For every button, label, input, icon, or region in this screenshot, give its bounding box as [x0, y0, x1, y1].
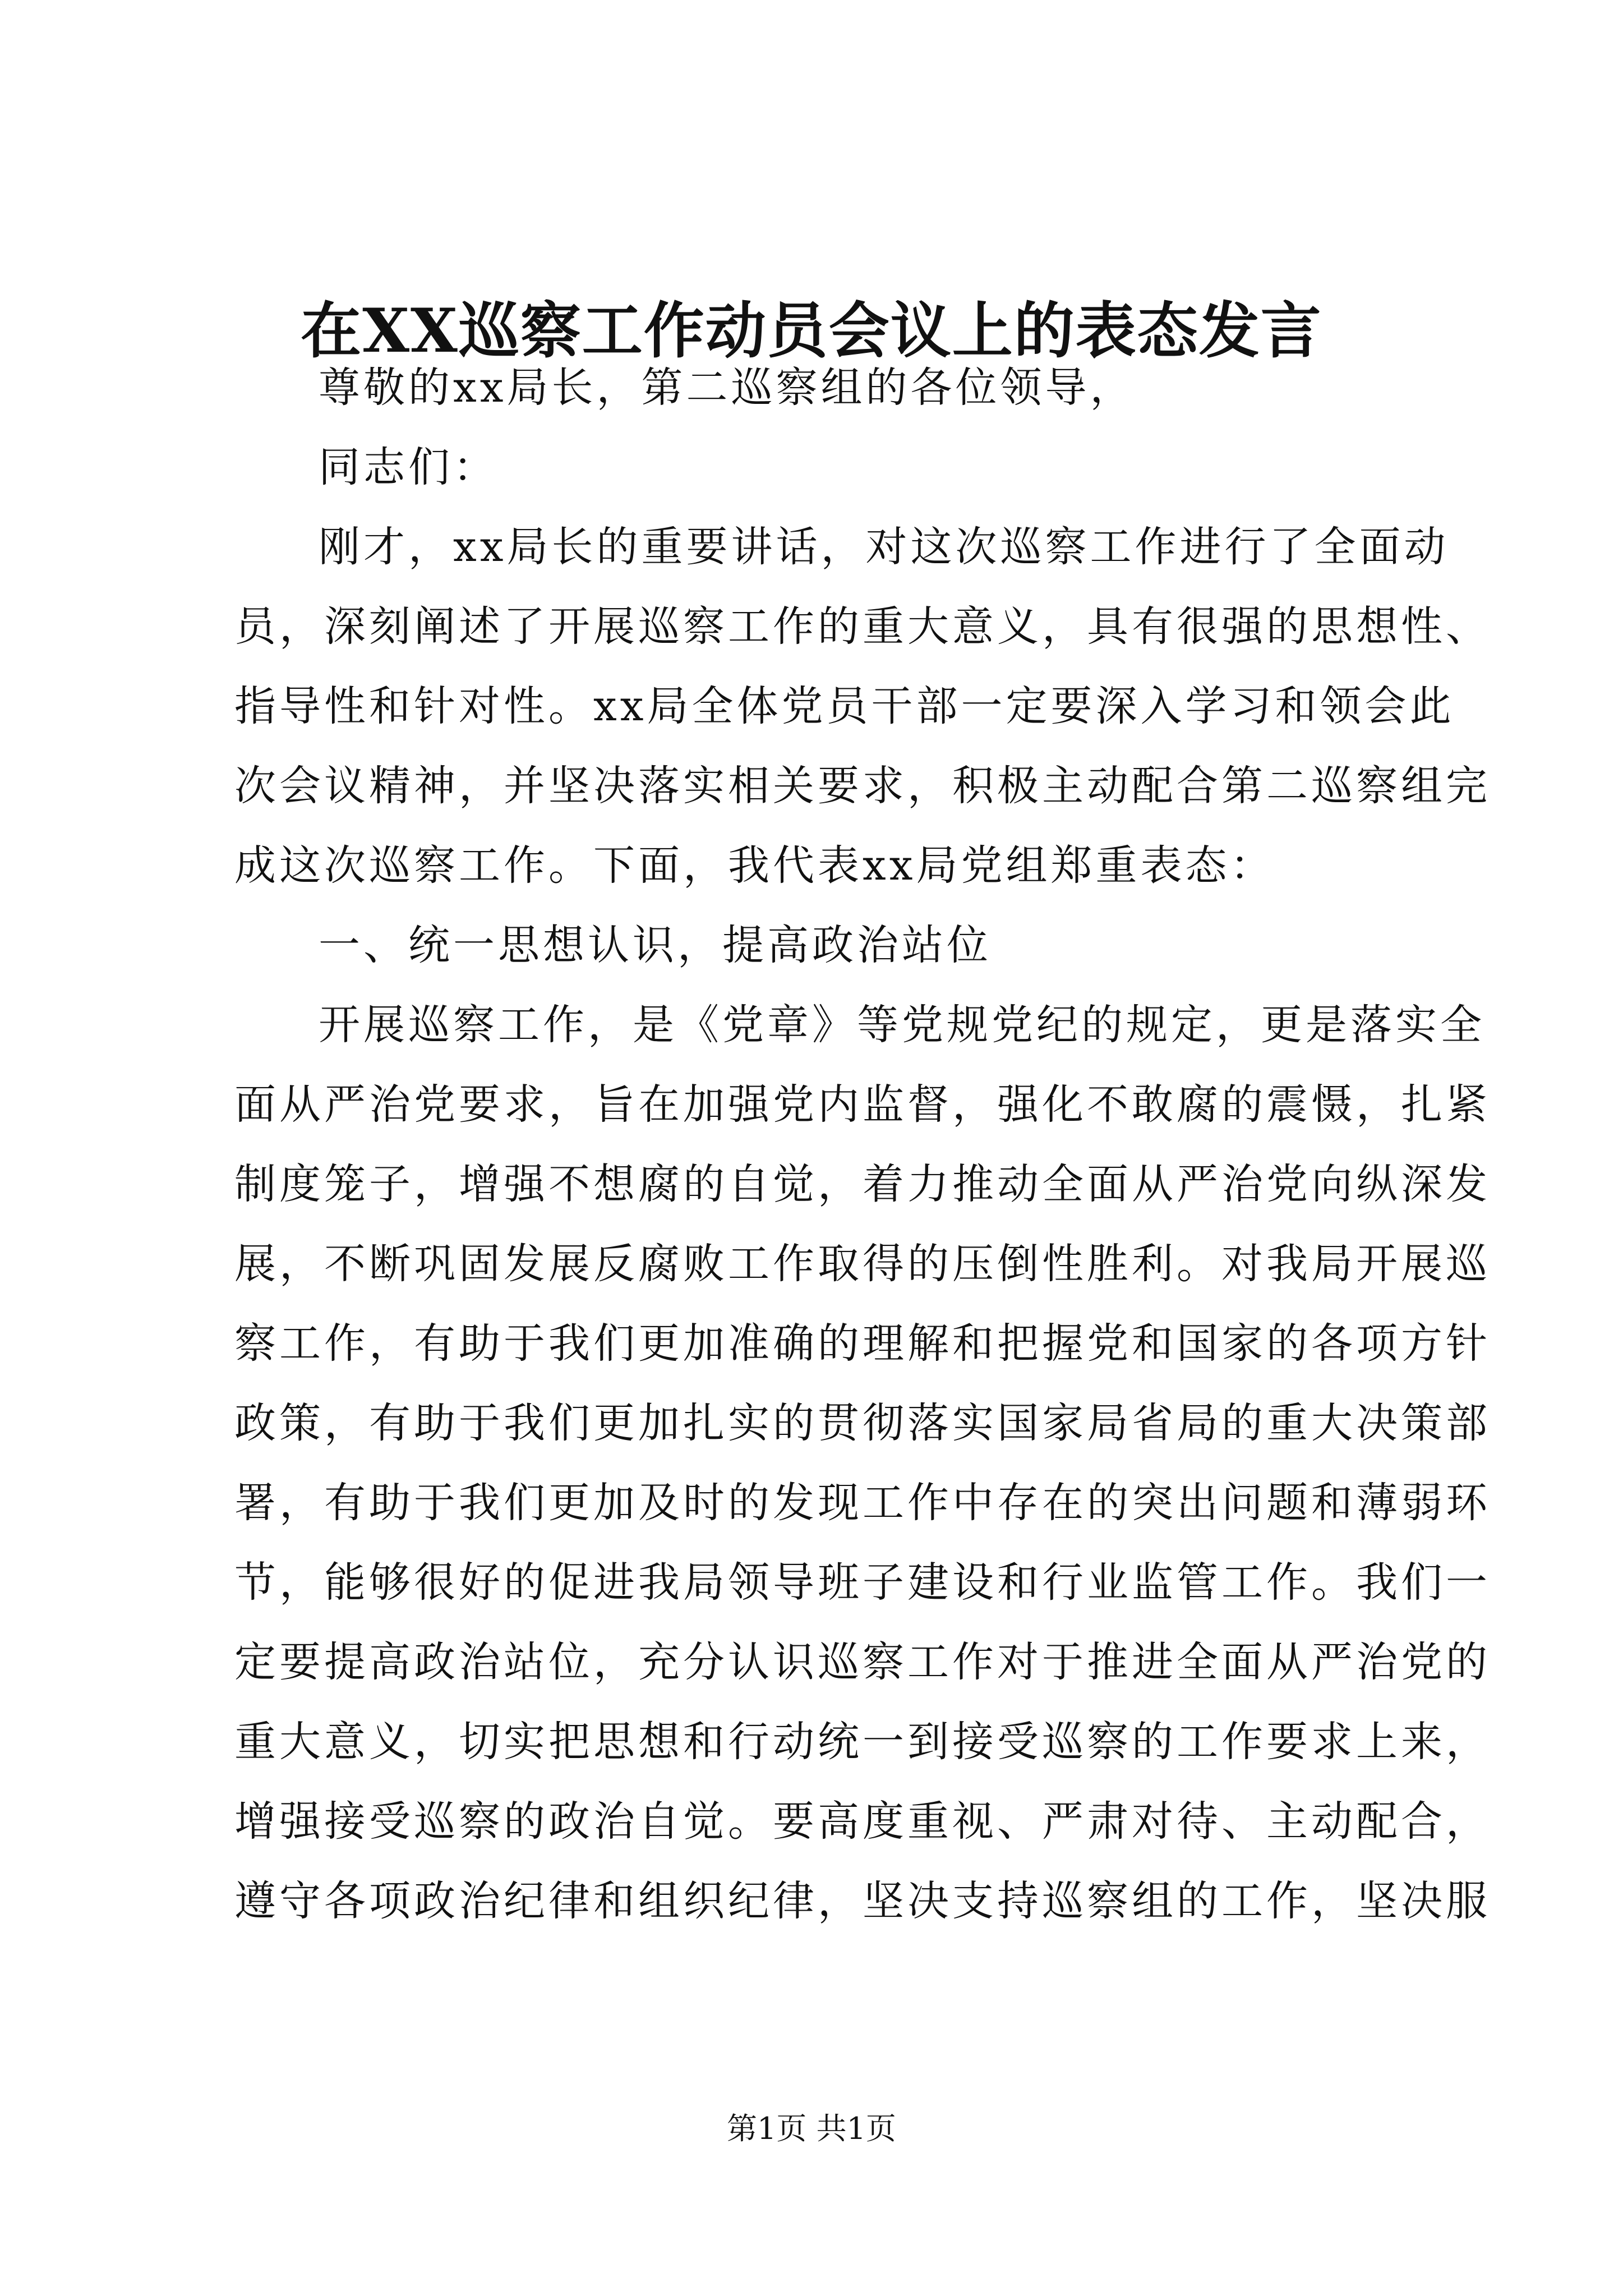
paragraph-line: 增强接受巡察的政治自觉。要高度重视、严肃对待、主动配合， [234, 1797, 1491, 1846]
paragraph-line: 重大意义，切实把思想和行动统一到接受巡察的工作要求上来， [234, 1718, 1491, 1766]
paragraph-line: 察工作，有助于我们更加准确的理解和把握党和国家的各项方针 [234, 1319, 1491, 1368]
paragraph-line: 员，深刻阐述了开展巡察工作的重大意义，具有很强的思想性、 [234, 602, 1491, 651]
paragraph-line: 指导性和针对性。xx局全体党员干部一定要深入学习和领会此 [234, 682, 1455, 730]
paragraph-line: 节，能够很好的促进我局领导班子建设和行业监管工作。我们一 [234, 1558, 1491, 1607]
salutation-line: 同志们： [319, 443, 498, 491]
paragraph-line: 展，不断巩固发展反腐败工作取得的压倒性胜利。对我局开展巡 [234, 1240, 1491, 1288]
paragraph-line: 刚才，xx局长的重要讲话，对这次巡察工作进行了全面动 [319, 523, 1449, 571]
paragraph-line: 成这次巡察工作。下面，我代表xx局党组郑重表态： [234, 841, 1275, 890]
document-body [234, 348, 1491, 1941]
paragraph-line: 定要提高政治站位，充分认识巡察工作对于推进全面从严治党的 [234, 1638, 1491, 1686]
paragraph-line: 政策，有助于我们更加扎实的贯彻落实国家局省局的重大决策部 [234, 1399, 1491, 1447]
section-heading: 一、统一思想认识，提高政治站位 [319, 921, 992, 969]
paragraph-line: 开展巡察工作，是《党章》等党规党纪的规定，更是落实全 [319, 1001, 1485, 1049]
page-number: 第1页 共1页 [727, 2111, 896, 2146]
salutation-line: 尊敬的xx局长，第二巡察组的各位领导， [319, 364, 1135, 412]
paragraph-line: 面从严治党要求，旨在加强党内监督，强化不敢腐的震慑，扎紧 [234, 1080, 1491, 1129]
paragraph-line: 制度笼子，增强不想腐的自觉，着力推动全面从严治党向纵深发 [234, 1160, 1491, 1208]
paragraph-line: 署，有助于我们更加及时的发现工作中存在的突出问题和薄弱环 [234, 1479, 1491, 1527]
paragraph-line: 次会议精神，并坚决落实相关要求，积极主动配合第二巡察组完 [234, 762, 1491, 810]
document-title: 在XX巡察工作动员会议上的表态发言 [301, 296, 1322, 366]
paragraph-line: 遵守各项政治纪律和组织纪律，坚决支持巡察组的工作，坚决服 [234, 1877, 1491, 1925]
